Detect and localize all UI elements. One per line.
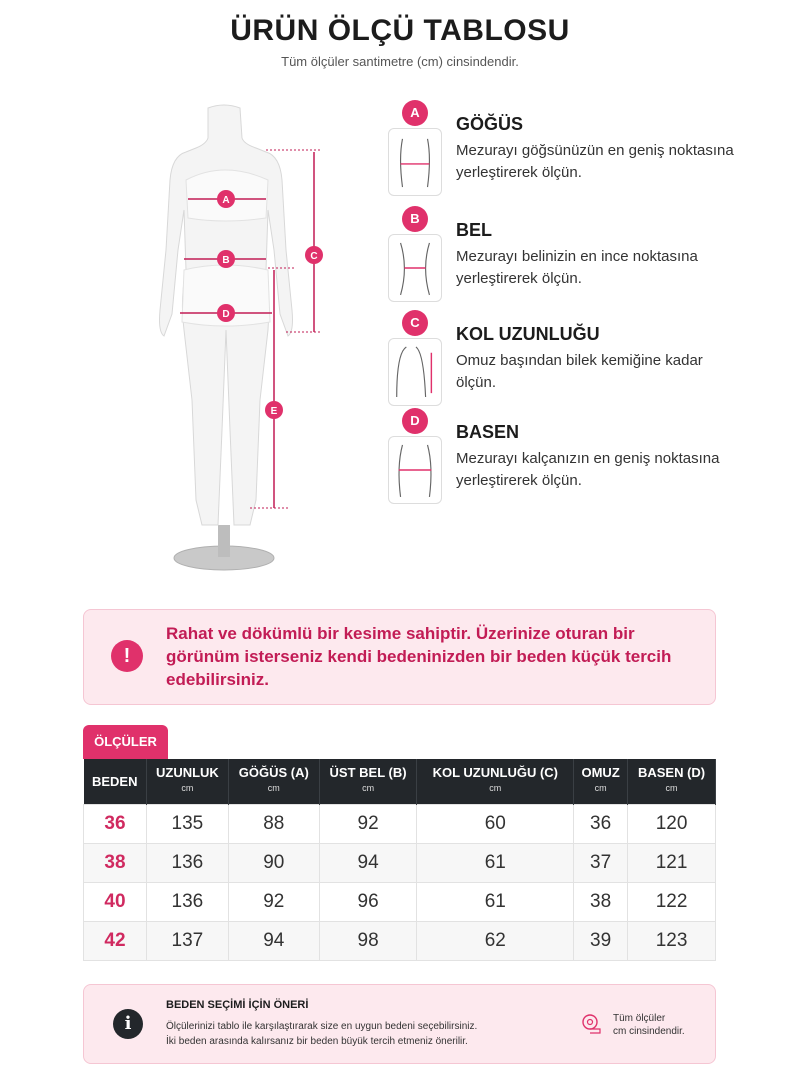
info-icon: i (113, 1009, 143, 1039)
measuring-tape-icon (581, 1013, 601, 1035)
legend-item-chest (386, 100, 746, 192)
col-header: KOL UZUNLUĞU (C) cm (417, 759, 574, 804)
hip-measure-icon (388, 436, 442, 504)
table-cell: 39 (574, 921, 628, 960)
alert-text: Rahat ve dökümlü bir kesime sahiptir. Üzerinize oturan bir görünüm isterseniz kendi bedeninizden bir beden küçük tercih edebilirsiniz. (166, 624, 672, 689)
table-tab: ÖLÇÜLER (83, 725, 168, 759)
page-title: ÜRÜN ÖLÇÜ TABLOSU (230, 14, 570, 47)
table-cell: 61 (417, 882, 574, 921)
fit-alert (83, 609, 716, 705)
table-cell: 98 (319, 921, 417, 960)
marker-c: C (310, 251, 318, 262)
col-header: BASEN (D) cm (628, 759, 716, 804)
table-cell: 136 (146, 882, 228, 921)
col-header: GÖĞÜS (A) cm (228, 759, 319, 804)
legend-title-hip: BASEN (456, 422, 520, 442)
arm-length-icon (388, 338, 442, 406)
page-subtitle: Tüm ölçüler santimetre (cm) cinsindendir. (281, 54, 519, 69)
table-cell: 123 (628, 921, 716, 960)
table-row (84, 882, 716, 921)
size-advice-box (83, 984, 716, 1064)
marker-a: A (222, 195, 230, 206)
chest-measure-icon (388, 128, 442, 196)
table-cell: 121 (628, 843, 716, 882)
exclamation-icon: ! (111, 640, 143, 672)
size-cell: 40 (84, 882, 147, 921)
waist-measure-icon (388, 234, 442, 302)
legend-title-chest: GÖĞÜS (456, 114, 524, 134)
table-cell: 60 (417, 804, 574, 843)
unit-note: Tüm ölçüler cm cinsindendir. (613, 1013, 685, 1037)
col-header: BEDEN (84, 759, 147, 804)
advice-line-1: Ölçülerinizi tablo ile karşılaştırarak size en uygun bedeni seçebilirsiniz. (166, 1021, 478, 1032)
legend-item-waist (386, 206, 746, 298)
table-cell: 122 (628, 882, 716, 921)
badge-b: B (402, 206, 428, 232)
table-row (84, 843, 716, 882)
table-cell: 37 (574, 843, 628, 882)
table-cell: 92 (319, 804, 417, 843)
table-cell: 120 (628, 804, 716, 843)
badge-d: D (402, 408, 428, 434)
size-cell: 38 (84, 843, 147, 882)
table-cell: 96 (319, 882, 417, 921)
legend-item-arm (386, 310, 746, 402)
advice-text (166, 1019, 566, 1049)
table-cell: 135 (146, 804, 228, 843)
table-header-row (84, 759, 716, 804)
table-cell: 92 (228, 882, 319, 921)
legend-item-hip (386, 408, 746, 500)
size-cell: 42 (84, 921, 147, 960)
legend-title-waist: BEL (456, 220, 492, 240)
col-header: UZUNLUK cm (146, 759, 228, 804)
table-cell: 94 (228, 921, 319, 960)
table-cell: 137 (146, 921, 228, 960)
table-cell: 94 (319, 843, 417, 882)
advice-title: BEDEN SEÇİMİ İÇİN ÖNERİ (166, 999, 309, 1011)
marker-d: D (222, 309, 230, 320)
col-header: OMUZ cm (574, 759, 628, 804)
legend-desc-waist: Mezurayı belinizin en ince noktasına yerleştirerek ölçün. (456, 248, 698, 287)
table-cell: 38 (574, 882, 628, 921)
legend-desc-arm: Omuz başından bilek kemiğine kadar ölçün. (456, 352, 703, 391)
mannequin-diagram (110, 100, 340, 580)
legend-desc-hip: Mezurayı kalçanızın en geniş noktasına yerleştirerek ölçün. (456, 450, 720, 489)
table-cell: 88 (228, 804, 319, 843)
size-cell: 36 (84, 804, 147, 843)
table-cell: 36 (574, 804, 628, 843)
table-row (84, 804, 716, 843)
table-cell: 61 (417, 843, 574, 882)
marker-e: E (270, 406, 278, 417)
table-cell: 62 (417, 921, 574, 960)
badge-c: C (402, 310, 428, 336)
legend-title-arm: KOL UZUNLUĞU (456, 324, 600, 344)
legend-desc-chest: Mezurayı göğsünüzün en geniş noktasına yerleştirerek ölçün. (456, 142, 734, 181)
table-row (84, 921, 716, 960)
table-cell: 136 (146, 843, 228, 882)
table-cell: 90 (228, 843, 319, 882)
marker-b: B (222, 255, 230, 266)
size-table (83, 759, 716, 961)
advice-line-2: İki beden arasında kalırsanız bir beden büyük tercih etmeniz önerilir. (166, 1036, 468, 1047)
col-header: ÜST BEL (B) cm (319, 759, 417, 804)
badge-a: A (402, 100, 428, 126)
